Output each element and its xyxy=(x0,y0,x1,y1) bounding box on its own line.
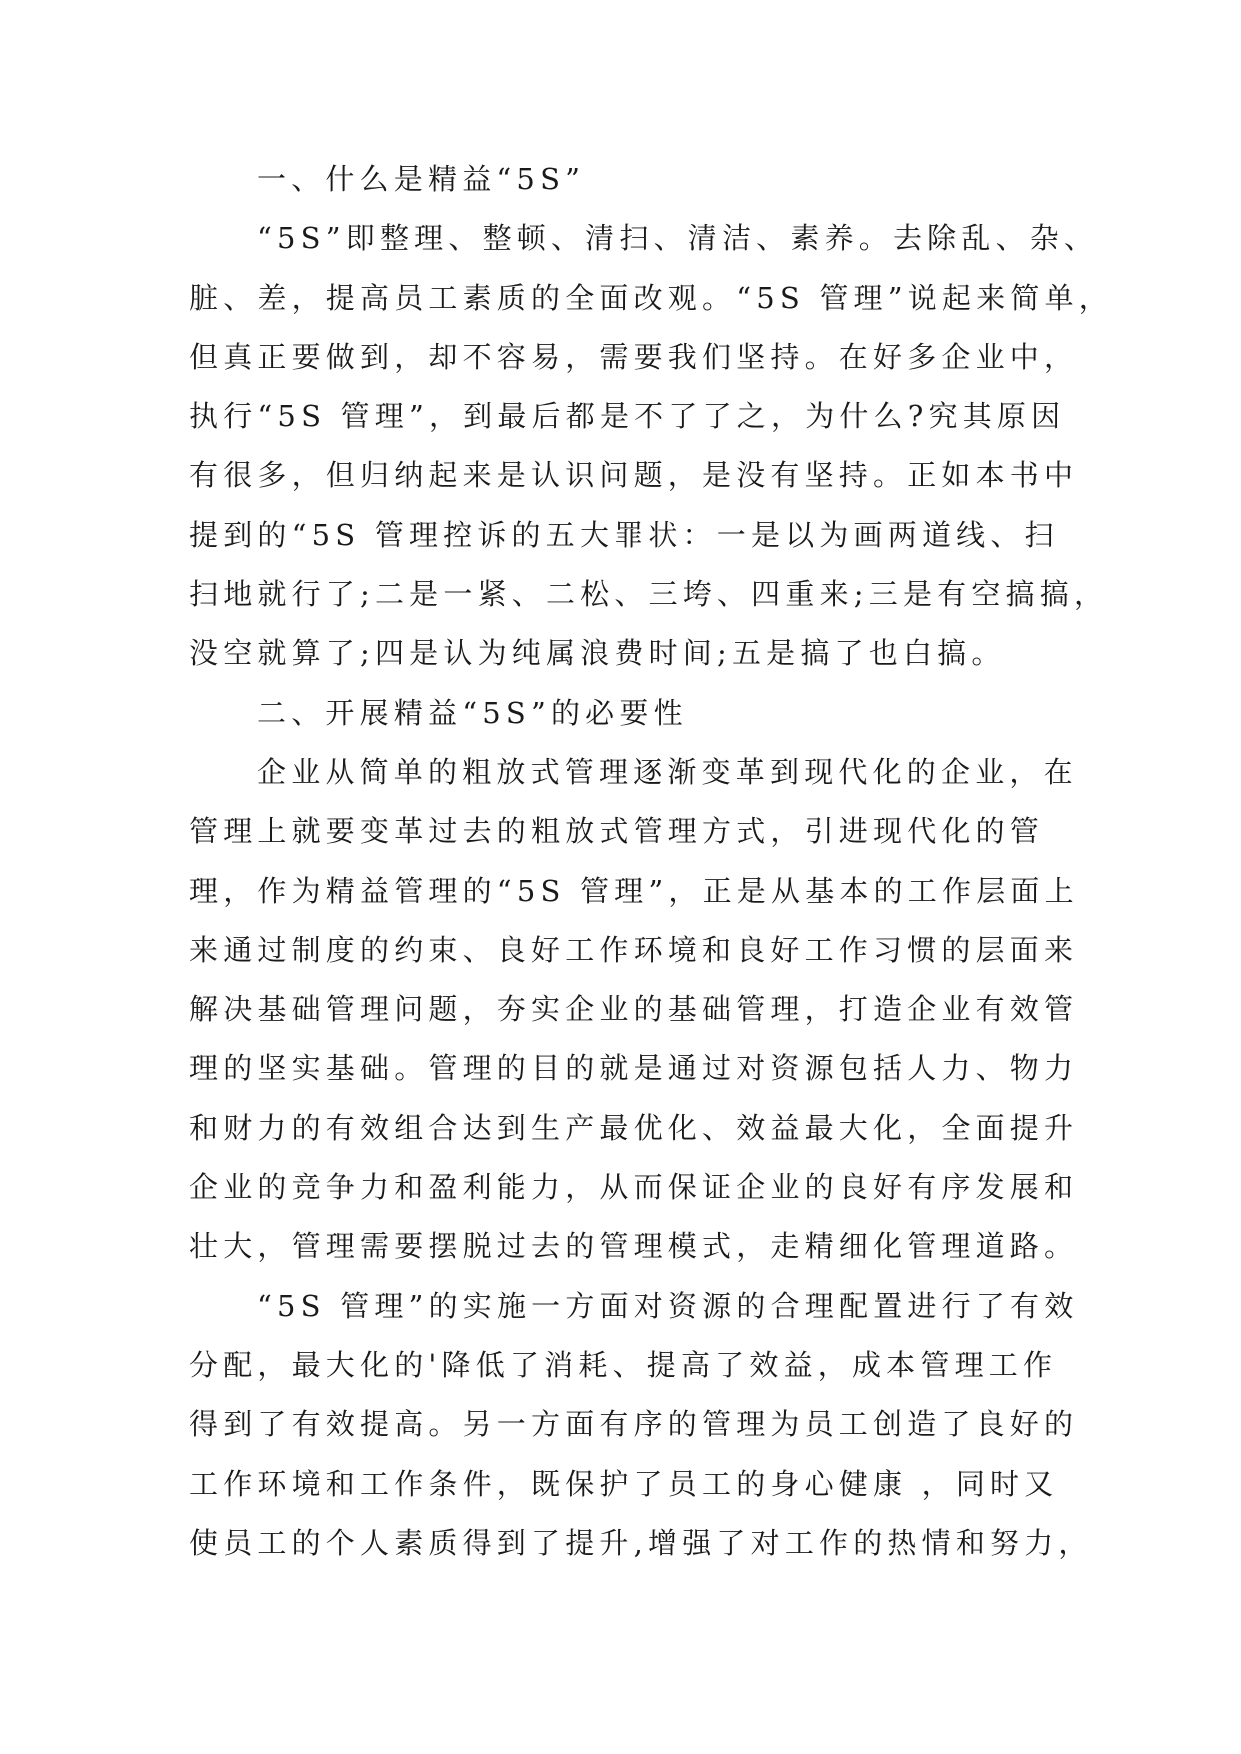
document-body xyxy=(189,150,1113,1573)
paragraph-line: 企业的竞争力和盈利能力，从而保证企业的良好有序发展和 xyxy=(189,1170,1079,1205)
paragraph-line: 执行“5S 管理”，到最后都是不了了之，为什么?究其原因 xyxy=(189,399,1066,434)
paragraph-line: 扫地就行了;二是一紧、二松、三垮、四重来;三是有空搞搞， xyxy=(189,577,1109,612)
paragraph-line: 企业从简单的粗放式管理逐渐变革到现代化的企业，在 xyxy=(257,754,1078,789)
paragraph-line: 分配，最大化的'降低了消耗、提高了效益，成本管理工作 xyxy=(189,1347,1058,1382)
section-heading-2: 二、开展精益“5S”的必要性 xyxy=(257,695,688,730)
paragraph-line: 壮大，管理需要摆脱过去的管理模式，走精细化管理道路。 xyxy=(189,1229,1079,1264)
section-heading-1: 一、什么是精益“5S” xyxy=(257,162,586,196)
paragraph-line: 但真正要做到，却不容易，需要我们坚持。在好多企业中， xyxy=(189,339,1079,374)
paragraph-line: “5S 管理”的实施一方面对资源的合理配置进行了有效 xyxy=(257,1288,1079,1323)
paragraph-line: 理的坚实基础。管理的目的就是通过对资源包括人力、物力 xyxy=(189,1051,1079,1086)
paragraph-line: 提到的“5S 管理控诉的五大罪状：一是以为画两道线、扫 xyxy=(189,517,1059,552)
paragraph-line: 工作环境和工作条件，既保护了员工的身心健康 ，同时又 xyxy=(189,1466,1059,1501)
paragraph-line: 来通过制度的约束、良好工作环境和良好工作习惯的层面来 xyxy=(189,932,1079,967)
paragraph-line: 没空就算了;四是认为纯属浪费时间;五是搞了也白搞。 xyxy=(189,636,1006,671)
paragraph-line: 脏、差，提高员工素质的全面改观。“5S 管理”说起来简单， xyxy=(189,280,1113,315)
paragraph-line: 有很多，但归纳起来是认识问题，是没有坚持。正如本书中 xyxy=(189,458,1079,493)
paragraph-line: “5S”即整理、整顿、清扫、清洁、素养。去除乱、杂、 xyxy=(257,221,1099,256)
paragraph-line: 理，作为精益管理的“5S 管理”，正是从基本的工作层面上 xyxy=(189,873,1079,908)
paragraph-line: 得到了有效提高。另一方面有序的管理为员工创造了良好的 xyxy=(189,1407,1079,1442)
paragraph-line: 解决基础管理问题，夯实企业的基础管理，打造企业有效管 xyxy=(189,992,1079,1027)
paragraph-line: 管理上就要变革过去的粗放式管理方式，引进现代化的管 xyxy=(189,814,1045,849)
paragraph-line: 和财力的有效组合达到生产最优化、效益最大化，全面提升 xyxy=(189,1110,1079,1145)
paragraph-line: 使员工的个人素质得到了提升,增强了对工作的热情和努力， xyxy=(189,1525,1093,1560)
